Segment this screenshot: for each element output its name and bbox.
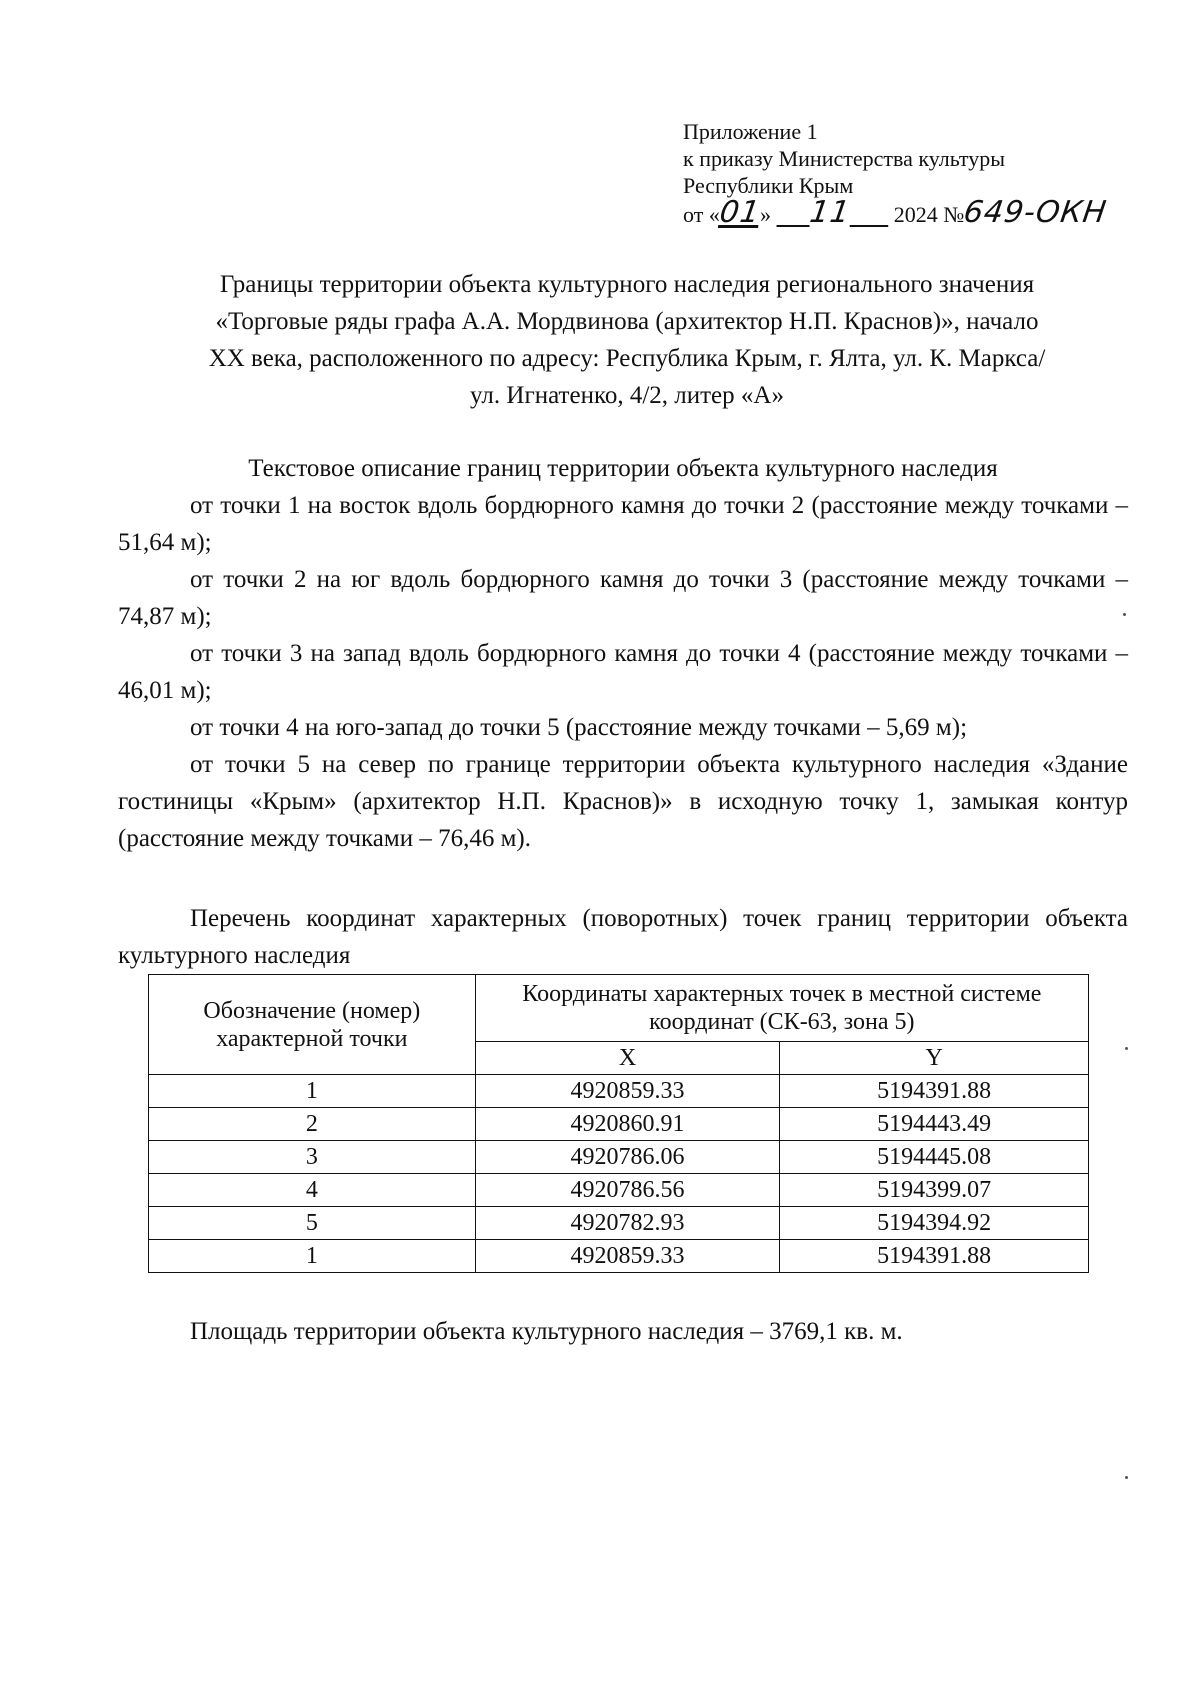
appendix-order-ref: к приказу Министерства культуры <box>683 146 1006 171</box>
point-cell: 2 <box>149 1108 476 1141</box>
point-number-header: Обозначение (номер) характерной точки <box>149 975 476 1075</box>
description-item: от точки 3 на запад вдоль бордюрного камня до точки 4 (расстояние между точками – 46,01 м); <box>118 640 1128 704</box>
point-cell: 5 <box>149 1207 476 1240</box>
description-heading: Текстовое описание границ территории объекта культурного наследия <box>248 455 998 482</box>
boundary-description <box>118 450 1128 857</box>
date-quote: » <box>760 202 772 227</box>
table-row <box>149 1141 1089 1174</box>
y-cell: 5194394.92 <box>780 1207 1089 1240</box>
table-row <box>149 1108 1089 1141</box>
y-cell: 5194391.88 <box>780 1240 1089 1273</box>
coordinates-heading: Перечень координат характерных (поворотных) точек границ территории объекта культурного наследия <box>118 905 1128 969</box>
y-cell: 5194445.08 <box>780 1141 1089 1174</box>
appendix-title: Приложение 1 <box>683 119 818 144</box>
scan-speck <box>1125 1476 1128 1479</box>
table-row <box>149 1207 1089 1240</box>
appendix-date-line <box>683 195 1153 230</box>
y-cell: 5194391.88 <box>780 1075 1089 1108</box>
handwritten-month: 11 <box>807 195 853 230</box>
coordinates-table <box>148 974 1089 1273</box>
appendix-republic: Республики Крым <box>683 173 854 198</box>
coordinates-header: Координаты характерных точек в местной системе координат (СК-63, зона 5) <box>475 975 1088 1042</box>
year-label: 2024 № <box>893 202 965 227</box>
description-item: от точки 5 на север по границе территории объекта культурного наследия «Здание гостиницы «Крым» (архитектор Н.П. Краснов)» в исходную точку 1, замыкая контур (расстояние между точками – 76,46 м). <box>118 751 1128 852</box>
x-header: X <box>475 1042 780 1075</box>
y-cell: 5194399.07 <box>780 1174 1089 1207</box>
x-cell: 4920859.33 <box>475 1075 780 1108</box>
point-cell: 4 <box>149 1174 476 1207</box>
scan-speck <box>1123 613 1126 616</box>
table-row <box>149 1075 1089 1108</box>
y-cell: 5194443.49 <box>780 1108 1089 1141</box>
handwritten-order-number: 649-ОКН <box>961 195 1110 230</box>
point-cell: 3 <box>149 1141 476 1174</box>
description-item: от точки 2 на юг вдоль бордюрного камня до точки 3 (расстояние между точками – 74,87 м); <box>118 566 1128 630</box>
point-cell: 1 <box>149 1075 476 1108</box>
y-header: Y <box>780 1042 1089 1075</box>
title-line-2: «Торговые ряды графа А.А. Мордвинова (архитектор Н.П. Краснов)», начало <box>215 308 1039 335</box>
x-cell: 4920782.93 <box>475 1207 780 1240</box>
territory-area: Площадь территории объекта культурного наследия – 3769,1 кв. м. <box>190 1318 903 1345</box>
title-line-4: ул. Игнатенко, 4/2, литер «А» <box>470 382 784 409</box>
month-field <box>777 195 889 230</box>
appendix-block <box>683 118 1153 228</box>
title-line-3: XX века, расположенного по адресу: Республика Крым, г. Ялта, ул. К. Маркса/ <box>208 345 1046 372</box>
x-cell: 4920786.56 <box>475 1174 780 1207</box>
handwritten-day: 01 <box>717 195 763 230</box>
table-row <box>149 1240 1089 1273</box>
date-prefix: от « <box>683 202 720 227</box>
title-line-1: Границы территории объекта культурного наследия регионального значения <box>219 271 1035 298</box>
description-item: от точки 1 на восток вдоль бордюрного камня до точки 2 (расстояние между точками – 51,64 м); <box>118 492 1128 556</box>
table-row <box>149 1174 1089 1207</box>
x-cell: 4920859.33 <box>475 1240 780 1273</box>
document-title <box>118 266 1136 414</box>
scan-speck <box>1125 1047 1128 1050</box>
description-item: от точки 4 на юго-запад до точки 5 (расстояние между точками – 5,69 м); <box>190 714 968 741</box>
point-cell: 1 <box>149 1240 476 1273</box>
x-cell: 4920786.06 <box>475 1141 780 1174</box>
x-cell: 4920860.91 <box>475 1108 780 1141</box>
